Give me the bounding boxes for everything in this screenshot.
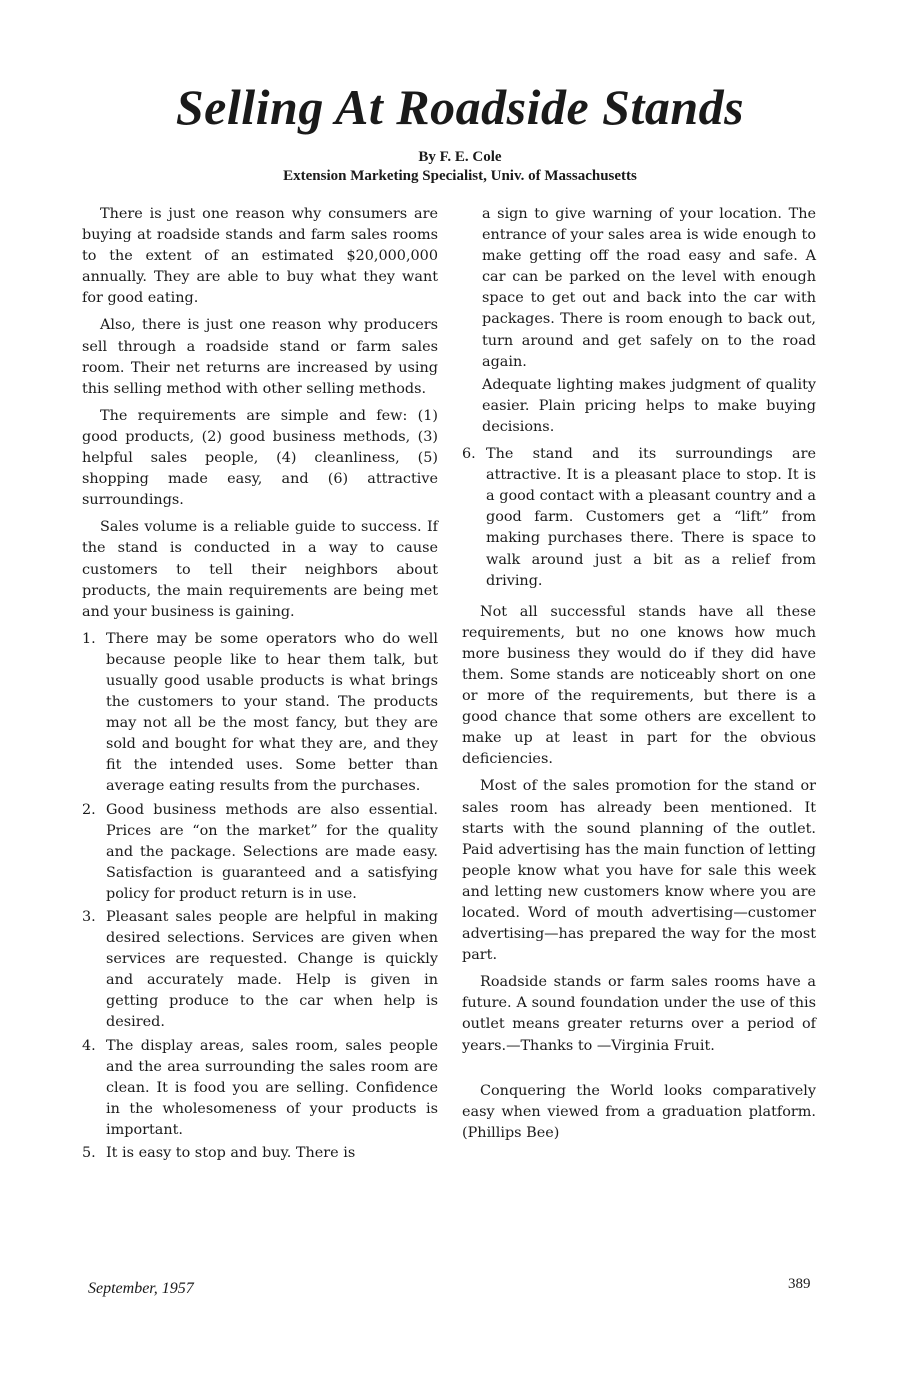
list-item bbox=[82, 1143, 438, 1164]
paragraph: Also, there is just one reason why producers sell through a roadside stand or farm sales room. Their net returns are increased by using this selling method with other selling methods. bbox=[82, 317, 438, 397]
page-number: 389 bbox=[788, 1276, 811, 1292]
list-item bbox=[82, 800, 438, 905]
paragraph: Not all successful stands have all these requirements, but no one knows how much more business they would do if they did have them. Some stands are noticeably short on one or more of the requirements, but there is a good chance that some others are excellent to make up at least in part for the obvious deficiencies. bbox=[462, 603, 816, 768]
list-number: 6. bbox=[462, 446, 476, 463]
list-text: The display areas, sales room, sales people and the area surrounding the sales room are clean. It is food you are selling. Confidence in the wholesomeness of your products is important. bbox=[106, 1037, 438, 1138]
issue-date: September, 1957 bbox=[88, 1280, 194, 1297]
paragraph: There is just one reason why consumers are buying at roadside stands and farm sales rooms to the extent of an estimated $20,000,000 annually. They are able to buy what they want for good eating. bbox=[82, 206, 438, 307]
list-text: The stand and its surroundings are attractive. It is a pleasant place to stop. It is a good contact with a pleasant country and a good farm. Customers get a “lift” from making purchases there. There is space to walk around just a bit as a relief from driving. bbox=[486, 446, 816, 589]
requirements-list-continued bbox=[462, 444, 816, 592]
list-text: Good business methods are also essential. Prices are “on the market” for the quality and the package. Selections are made easy. Satisfaction is guaranteed and a satisfying policy for product return is in use. bbox=[106, 801, 438, 902]
list-item-continuation: Adequate lighting makes judgment of quality easier. Plain pricing helps to make buying decisions. bbox=[482, 376, 816, 435]
paragraph: Most of the sales promotion for the stand or sales room has already been mentioned. It starts with the sound planning of the outlet. Paid advertising has the main function of letting people know what you have for sale this week and letting new customers know where you are located. Word of mouth advertising—customer advertising—has prepared the way for the most part. bbox=[462, 778, 816, 964]
right-column bbox=[462, 204, 816, 1150]
list-number: 5. bbox=[82, 1145, 96, 1162]
list-number: 3. bbox=[82, 909, 96, 925]
filler-quote: Conquering the World looks comparatively easy when viewed from a graduation platform. (Phillips Bee) bbox=[462, 1082, 816, 1141]
spacer bbox=[462, 1063, 816, 1081]
list-number: 4. bbox=[82, 1037, 96, 1054]
article-title: Selling At Roadside Stands bbox=[175, 79, 745, 135]
list-number: 1. bbox=[82, 630, 96, 647]
paragraph: Sales volume is a reliable guide to success. If the stand is conducted in a way to cause customers to tell their neighbors about products, the main requirements are being met and your business is gaining. bbox=[82, 519, 438, 620]
list-text: There may be some operators who do well because people like to hear them talk, but usually good usable products is what brings the customers to your stand. The products may not all be the most fancy, but they are sold and bought for what they are, and they fit the intended uses. Some better than average eating results from the purchases. bbox=[106, 630, 438, 795]
requirements-list bbox=[82, 629, 438, 1164]
paragraph: Roadside stands or farm sales rooms have a future. A sound foundation under the use of this outlet means greater returns over a period of years.—Thanks to —Virginia Fruit. bbox=[462, 974, 816, 1054]
list-text: It is easy to stop and buy. There is bbox=[106, 1145, 356, 1162]
list-item bbox=[82, 907, 438, 1034]
author: By F. E. Cole bbox=[418, 149, 502, 165]
list-item-continuation: a sign to give warning of your location. The entrance of your sales area is wide enough to make getting off the road easy and safe. A car can be parked on the level with enough space to get out and back into the car with packages. There is room enough to back out, turn around and get safely on to the road again. bbox=[482, 206, 816, 370]
list-number: 2. bbox=[82, 801, 96, 818]
list-item bbox=[462, 444, 816, 592]
left-column bbox=[82, 204, 438, 1166]
list-text: Pleasant sales people are helpful in making desired selections. Services are given when services are requested. Change is quickly and accurately made. Help is given in getting produce to the car when help is desired. bbox=[106, 909, 438, 1031]
byline bbox=[0, 148, 920, 186]
list-item bbox=[82, 1036, 438, 1141]
list-item bbox=[82, 629, 438, 798]
author-affiliation: Extension Marketing Specialist, Univ. of Massachusetts bbox=[283, 168, 637, 184]
paragraph: The requirements are simple and few: (1) good products, (2) good business methods, (3) helpful sales people, (4) cleanliness, (5) shopping made easy, and (6) attractive surroundings. bbox=[82, 407, 438, 509]
